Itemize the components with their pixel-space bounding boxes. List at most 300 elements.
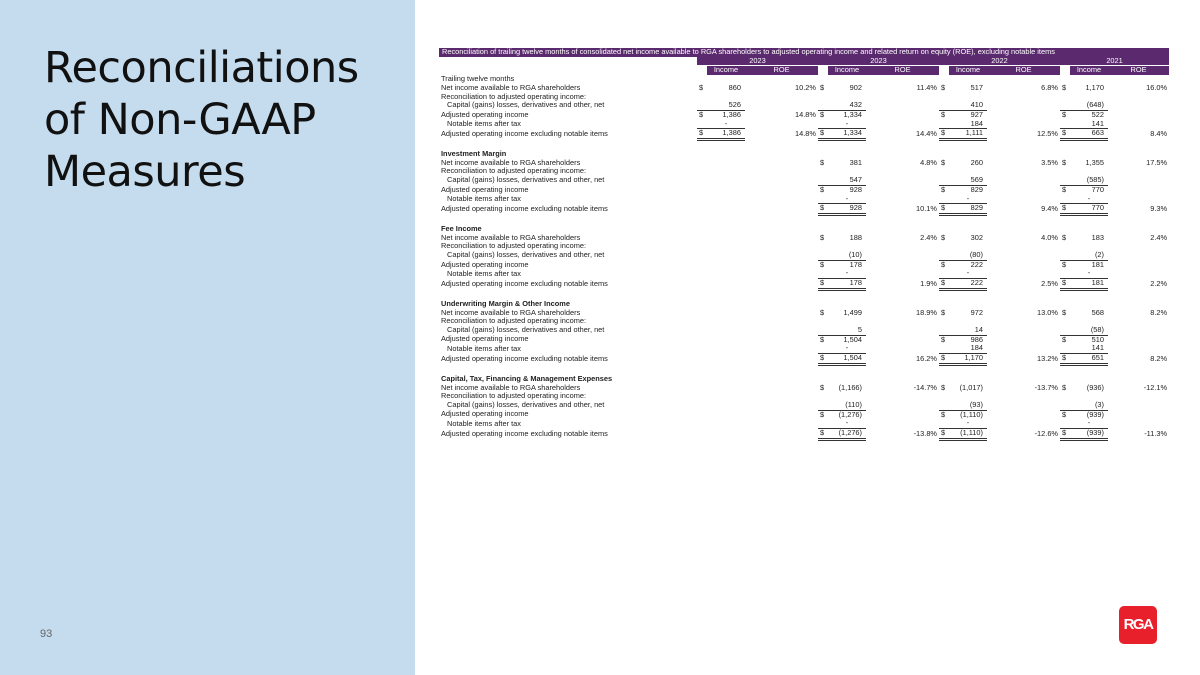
income-value <box>707 326 745 335</box>
roe-value: 16.2% <box>916 353 937 363</box>
currency-sign: $ <box>941 308 946 317</box>
currency-sign <box>1060 401 1070 410</box>
roe-value <box>987 410 1060 419</box>
row-label: Capital (gains) losses, derivatives and other, net <box>447 251 605 260</box>
income-value: - <box>707 120 745 129</box>
income-value: 184 <box>949 344 987 353</box>
row-label: Notable items after tax <box>447 344 521 353</box>
row-label: Capital (gains) losses, derivatives and other, net <box>447 325 605 335</box>
income-value <box>707 299 745 309</box>
currency-sign: $ <box>820 383 825 392</box>
income-value <box>707 149 745 159</box>
roe-value <box>1108 149 1169 159</box>
roe-value <box>745 242 818 251</box>
roe-value <box>745 299 818 309</box>
roe-value <box>745 392 818 401</box>
currency-sign: $ <box>818 354 828 365</box>
roe-value <box>987 419 1060 428</box>
row-label: Capital (gains) losses, derivatives and other, net <box>447 400 605 410</box>
currency-sign <box>939 251 949 260</box>
roe-value <box>987 299 1060 309</box>
table-row <box>439 410 1169 419</box>
income-value: 770 <box>1070 204 1108 215</box>
currency-sign: $ <box>939 429 949 440</box>
currency-sign <box>697 159 707 168</box>
roe-value <box>1108 93 1169 102</box>
currency-sign: $ <box>820 185 825 194</box>
income-value <box>707 419 745 428</box>
spacer-cell <box>439 214 1169 224</box>
income-value: 770 <box>1091 185 1104 194</box>
income-value: (1,110) <box>949 429 987 440</box>
currency-sign <box>697 101 707 110</box>
income-value: 222 <box>949 279 987 290</box>
currency-sign <box>939 167 949 176</box>
income-value: 1,111 <box>949 129 987 140</box>
income-value <box>949 75 987 84</box>
column-header-row <box>439 66 1169 75</box>
roe-value <box>987 176 1060 185</box>
currency-sign: $ <box>820 410 825 419</box>
currency-sign <box>1060 242 1070 251</box>
roe-value <box>745 167 818 176</box>
currency-sign <box>697 93 707 102</box>
currency-sign <box>1060 317 1070 326</box>
income-value: (939) <box>1070 429 1108 440</box>
roe-value <box>866 167 939 176</box>
income-value: 1,504 <box>828 354 866 365</box>
roe-value: -12.6% <box>1034 428 1058 438</box>
table-row <box>439 335 1169 344</box>
currency-sign <box>697 344 707 353</box>
currency-sign <box>697 75 707 84</box>
header-blank <box>439 66 697 75</box>
roe-value: -11.3% <box>1144 428 1168 438</box>
income-value: 188 <box>849 233 862 242</box>
income-value: 141 <box>1070 120 1108 129</box>
income-value: 522 <box>1091 110 1104 119</box>
roe-value <box>987 269 1060 278</box>
income-value <box>707 374 745 384</box>
income-value <box>949 224 987 234</box>
income-value <box>707 354 745 365</box>
roe-value <box>1108 185 1169 194</box>
currency-sign <box>697 120 707 129</box>
roe-value: 3.5% <box>1041 158 1058 167</box>
row-label: Adjusted operating income excluding notable items <box>441 428 608 438</box>
table-row <box>439 251 1169 260</box>
spacer-row <box>439 289 1169 299</box>
roe-value <box>987 317 1060 326</box>
income-value <box>707 260 745 269</box>
currency-sign <box>1060 419 1070 428</box>
roe-value <box>987 335 1060 344</box>
currency-sign: $ <box>939 204 949 215</box>
currency-sign <box>818 149 828 159</box>
currency-sign <box>939 401 949 410</box>
income-value <box>949 299 987 309</box>
income-header: Income <box>949 66 987 75</box>
roe-value <box>987 167 1060 176</box>
spacer-cell <box>439 289 1169 299</box>
row-label: Reconciliation to adjusted operating income: <box>441 392 587 401</box>
year-header-4: 2021 <box>1060 57 1169 66</box>
roe-value: -13.8% <box>913 428 937 438</box>
row-label: Adjusted operating income excluding notable items <box>441 278 608 288</box>
currency-sign: $ <box>820 83 825 92</box>
currency-sign: $ <box>1060 204 1070 215</box>
currency-sign <box>697 299 707 309</box>
roe-value: 4.8% <box>920 158 937 167</box>
table-row <box>439 392 1169 401</box>
currency-sign <box>1060 392 1070 401</box>
currency-sign: $ <box>820 335 825 344</box>
currency-sign <box>1060 176 1070 185</box>
income-value: (1,166) <box>838 383 862 392</box>
income-value: 510 <box>1091 335 1104 344</box>
row-label: Net income available to RGA shareholders <box>441 233 581 242</box>
income-header: Income <box>828 66 866 75</box>
roe-value <box>866 299 939 309</box>
currency-sign <box>697 354 707 365</box>
income-value: 526 <box>707 101 745 110</box>
roe-value <box>1108 326 1169 335</box>
roe-value <box>745 410 818 419</box>
income-value <box>828 167 866 176</box>
roe-value: 16.0% <box>1146 83 1168 92</box>
roe-value <box>745 279 818 290</box>
roe-value <box>866 392 939 401</box>
currency-sign <box>818 195 828 204</box>
currency-sign <box>939 374 949 384</box>
roe-header: ROE <box>987 66 1060 75</box>
currency-sign <box>818 317 828 326</box>
currency-sign <box>939 242 949 251</box>
income-value: - <box>828 195 866 204</box>
income-value <box>707 269 745 278</box>
roe-value: -14.7% <box>913 383 937 392</box>
roe-value <box>745 93 818 102</box>
currency-sign: $ <box>1060 354 1070 365</box>
section-header-row <box>439 149 1169 159</box>
roe-value <box>987 326 1060 335</box>
row-label: Capital, Tax, Financing & Management Expenses <box>441 373 613 383</box>
roe-value <box>745 317 818 326</box>
roe-value <box>745 344 818 353</box>
currency-sign <box>697 269 707 278</box>
income-value <box>828 93 866 102</box>
rga-logo <box>1119 606 1157 644</box>
currency-sign <box>818 120 828 129</box>
roe-value <box>745 374 818 384</box>
row-label: Adjusted operating income <box>441 410 529 419</box>
income-value <box>707 167 745 176</box>
roe-value <box>745 384 818 393</box>
roe-value <box>745 224 818 234</box>
income-value: (110) <box>828 401 866 410</box>
currency-sign <box>697 392 707 401</box>
roe-value <box>987 401 1060 410</box>
roe-value <box>1108 392 1169 401</box>
roe-value <box>1108 242 1169 251</box>
income-value: - <box>828 120 866 129</box>
roe-value: -13.7% <box>1034 383 1058 392</box>
roe-value <box>866 93 939 102</box>
row-label: Trailing twelve months <box>441 75 515 84</box>
table-row <box>439 384 1169 393</box>
roe-value <box>1108 195 1169 204</box>
income-value: (58) <box>1070 326 1108 335</box>
roe-value: 12.5% <box>1037 128 1058 138</box>
table-row <box>439 110 1169 119</box>
currency-sign <box>1060 251 1070 260</box>
income-value <box>1070 149 1108 159</box>
header-gap <box>1060 66 1070 75</box>
income-value: 1,170 <box>1085 83 1104 92</box>
income-value: (939) <box>1086 410 1104 419</box>
table-row <box>439 195 1169 204</box>
page-number: 93 <box>40 628 53 640</box>
roe-value <box>866 101 939 110</box>
roe-value <box>866 195 939 204</box>
income-value <box>828 242 866 251</box>
currency-sign: $ <box>820 158 825 167</box>
roe-value <box>987 110 1060 119</box>
roe-value <box>745 120 818 129</box>
currency-sign: $ <box>699 83 704 92</box>
currency-sign <box>818 269 828 278</box>
income-value <box>949 242 987 251</box>
row-label: Notable items after tax <box>447 419 521 428</box>
year-header-3: 2022 <box>939 57 1060 66</box>
income-value <box>828 392 866 401</box>
roe-value <box>866 374 939 384</box>
roe-value: 17.5% <box>1146 158 1168 167</box>
roe-value: 2.5% <box>1041 278 1058 288</box>
income-value <box>949 149 987 159</box>
row-label: Fee Income <box>441 223 482 233</box>
income-value <box>1070 224 1108 234</box>
currency-sign <box>818 344 828 353</box>
income-value <box>828 75 866 84</box>
roe-value <box>866 317 939 326</box>
currency-sign <box>818 167 828 176</box>
roe-header: ROE <box>1108 66 1169 75</box>
income-value <box>1070 317 1108 326</box>
roe-value <box>987 344 1060 353</box>
currency-sign <box>697 317 707 326</box>
income-value: 1,499 <box>843 308 862 317</box>
currency-sign: $ <box>1062 83 1067 92</box>
roe-value: -12.1% <box>1143 383 1168 392</box>
currency-sign <box>1060 374 1070 384</box>
currency-sign: $ <box>941 233 946 242</box>
income-value: 178 <box>828 279 866 290</box>
currency-sign <box>818 326 828 335</box>
income-value: 141 <box>1070 344 1108 353</box>
roe-value <box>745 401 818 410</box>
income-value: - <box>949 269 987 278</box>
currency-sign <box>697 167 707 176</box>
table-row <box>439 269 1169 278</box>
income-value: - <box>828 419 866 428</box>
income-value <box>1070 374 1108 384</box>
roe-value <box>987 242 1060 251</box>
roe-value: 8.2% <box>1150 308 1168 317</box>
currency-sign <box>818 93 828 102</box>
currency-sign <box>1060 195 1070 204</box>
income-value <box>707 204 745 215</box>
income-value: (2) <box>1070 251 1108 260</box>
income-value <box>1070 242 1108 251</box>
roe-value: 2.4% <box>920 233 937 242</box>
income-value <box>707 279 745 290</box>
currency-sign: $ <box>1062 383 1067 392</box>
income-value: - <box>828 344 866 353</box>
currency-sign: $ <box>1062 233 1067 242</box>
header-gap <box>697 66 707 75</box>
income-value: 1,334 <box>843 110 862 119</box>
roe-value <box>745 176 818 185</box>
roe-value <box>987 260 1060 269</box>
income-value <box>707 429 745 440</box>
currency-sign: $ <box>820 260 825 269</box>
income-value <box>707 335 745 344</box>
income-value: - <box>828 269 866 278</box>
table-row <box>439 429 1169 440</box>
roe-value <box>866 401 939 410</box>
currency-sign <box>939 269 949 278</box>
roe-value: 18.9% <box>916 308 937 317</box>
currency-sign: $ <box>697 129 707 140</box>
currency-sign: $ <box>941 185 946 194</box>
currency-sign: $ <box>1060 279 1070 290</box>
roe-value <box>866 176 939 185</box>
row-label: Notable items after tax <box>447 119 521 128</box>
income-value: - <box>949 195 987 204</box>
currency-sign <box>697 374 707 384</box>
table-row <box>439 279 1169 290</box>
roe-value: 10.2% <box>795 83 816 92</box>
income-value: 181 <box>1091 260 1104 269</box>
roe-value: 9.4% <box>1041 203 1058 213</box>
currency-sign <box>697 279 707 290</box>
row-label: Capital (gains) losses, derivatives and other, net <box>447 176 605 185</box>
income-value <box>707 234 745 243</box>
roe-value <box>866 344 939 353</box>
currency-sign <box>939 326 949 335</box>
slide-title: Reconciliations of Non-GAAP Measures <box>44 43 359 197</box>
roe-value <box>745 149 818 159</box>
roe-value <box>745 419 818 428</box>
currency-sign: $ <box>939 354 949 365</box>
currency-sign <box>818 224 828 234</box>
roe-value: 14.8% <box>795 110 816 119</box>
reconciliation-table <box>439 48 1169 441</box>
table-row <box>439 242 1169 251</box>
income-value <box>707 176 745 185</box>
currency-sign: $ <box>820 308 825 317</box>
currency-sign <box>697 224 707 234</box>
roe-value <box>1108 299 1169 309</box>
income-value <box>707 195 745 204</box>
currency-sign: $ <box>1062 185 1067 194</box>
currency-sign: $ <box>941 83 946 92</box>
currency-sign: $ <box>818 429 828 440</box>
income-value: 381 <box>849 158 862 167</box>
roe-value <box>745 326 818 335</box>
income-value <box>707 309 745 318</box>
currency-sign: $ <box>1062 158 1067 167</box>
income-value: 902 <box>849 83 862 92</box>
roe-value <box>987 93 1060 102</box>
roe-value: 6.8% <box>1041 83 1058 92</box>
income-value: - <box>1070 419 1108 428</box>
currency-sign <box>697 234 707 243</box>
currency-sign <box>818 401 828 410</box>
roe-value <box>987 185 1060 194</box>
roe-value <box>745 354 818 365</box>
currency-sign <box>818 392 828 401</box>
income-value: - <box>1070 195 1108 204</box>
currency-sign: $ <box>699 110 704 119</box>
income-value: 410 <box>949 101 987 110</box>
currency-sign: $ <box>941 410 946 419</box>
roe-value <box>1108 224 1169 234</box>
roe-value <box>1108 401 1169 410</box>
row-label: Reconciliation to adjusted operating income: <box>441 167 587 176</box>
roe-value <box>1108 110 1169 119</box>
roe-value: 8.2% <box>1150 353 1168 363</box>
spacer-row <box>439 364 1169 374</box>
roe-value <box>745 309 818 318</box>
roe-value <box>745 185 818 194</box>
roe-value <box>866 242 939 251</box>
currency-sign <box>697 309 707 318</box>
currency-sign: $ <box>820 233 825 242</box>
section-header-row <box>439 374 1169 384</box>
roe-value <box>1108 176 1169 185</box>
roe-header: ROE <box>866 66 939 75</box>
currency-sign <box>818 75 828 84</box>
roe-value <box>987 374 1060 384</box>
currency-sign <box>939 419 949 428</box>
income-value: 569 <box>949 176 987 185</box>
currency-sign: $ <box>1062 335 1067 344</box>
income-value: 178 <box>849 260 862 269</box>
currency-sign <box>697 195 707 204</box>
currency-sign: $ <box>1060 429 1070 440</box>
income-value: 663 <box>1070 129 1108 140</box>
table-row <box>439 354 1169 365</box>
income-value: (1,276) <box>838 410 862 419</box>
income-value: 222 <box>970 260 983 269</box>
currency-sign <box>697 185 707 194</box>
roe-value <box>745 335 818 344</box>
income-value <box>1070 167 1108 176</box>
currency-sign <box>1060 167 1070 176</box>
income-value: (1,276) <box>828 429 866 440</box>
currency-sign <box>1060 75 1070 84</box>
currency-sign <box>939 101 949 110</box>
currency-sign <box>1060 326 1070 335</box>
currency-sign <box>939 149 949 159</box>
income-header: Income <box>1070 66 1108 75</box>
roe-value <box>866 120 939 129</box>
roe-value <box>745 234 818 243</box>
income-value: 651 <box>1070 354 1108 365</box>
currency-sign <box>697 429 707 440</box>
